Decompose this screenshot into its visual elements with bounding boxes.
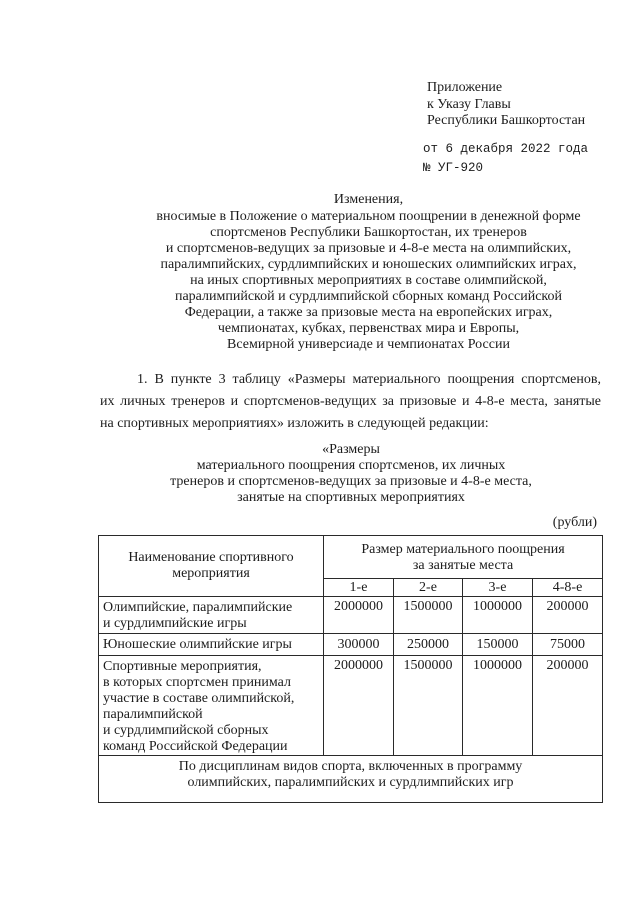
- title-line: паралимпийских, сурдлимпийских и юношеских олимпийских играх,: [160, 257, 577, 272]
- title-line: чемпионатах, кубках, первенствах мира и Европы,: [217, 321, 520, 336]
- table-title-line: материального поощрения спортсменов, их личных: [196, 458, 506, 473]
- award-value-cell: 75000: [533, 634, 603, 656]
- title-line: Федерации, а также за призовые места на европейских играх,: [184, 305, 553, 320]
- event-name-cell: [99, 634, 324, 656]
- cell-text: Олимпийские, паралимпийские: [103, 600, 293, 615]
- table-title-line: тренеров и спортсменов-ведущих за призовые и 4-8-е места,: [170, 474, 532, 489]
- table-row: [99, 656, 603, 756]
- award-size-header: [324, 536, 603, 579]
- title-line: и спортсменов-ведущих за призовые и 4-8-е места на олимпийских,: [165, 241, 572, 256]
- table-title-line: «Размеры: [322, 442, 380, 457]
- appendix-number: № УГ-920: [423, 161, 484, 175]
- cell-text: Спортивные мероприятия,: [103, 659, 262, 674]
- section-row: [99, 756, 603, 803]
- appendix-decree-ref: к Указу Главы: [427, 97, 511, 112]
- table-row: [99, 597, 603, 634]
- place-header: 1-е: [324, 579, 394, 597]
- appendix-republic: Республики Башкортостан: [427, 113, 586, 128]
- cell-text: в которых спортсмен принимал: [103, 675, 292, 690]
- cell-text: и сурдлимпийские игры: [103, 616, 247, 631]
- award-value-cell: 200000: [533, 656, 603, 756]
- title-line: вносимые в Положение о материальном поощрении в денежной форме: [156, 209, 581, 224]
- title-line: паралимпийской и сурдлимпийской сборных команд Российской: [174, 289, 563, 304]
- appendix-date: от 6 декабря 2022 года: [423, 142, 589, 156]
- award-value-cell: 200000: [533, 597, 603, 634]
- paragraph-line: на спортивных мероприятиях» изложить в следующей редакции:: [100, 416, 489, 431]
- award-value-cell: 2000000: [324, 656, 394, 756]
- cell-text: команд Российской Федерации: [103, 739, 288, 754]
- paragraph-line: 1. В пункте 3 таблицу «Размеры материального поощрения спортсменов,: [137, 372, 601, 387]
- award-value-cell: 1000000: [463, 656, 533, 756]
- award-value-cell: 1000000: [463, 597, 533, 634]
- units-label: (рубли): [552, 515, 597, 530]
- place-header: 4-8-е: [533, 579, 603, 597]
- award-value-cell: 2000000: [324, 597, 394, 634]
- cell-text: и сурдлимпийской сборных: [103, 723, 269, 738]
- cell-text: участие в составе олимпийской,: [103, 691, 295, 706]
- award-value-cell: 250000: [394, 634, 463, 656]
- header-text: Размер материального поощрения: [361, 542, 565, 557]
- cell-text: Юношеские олимпийские игры: [103, 636, 292, 652]
- award-value-cell: 150000: [463, 634, 533, 656]
- event-name-cell: [99, 656, 324, 756]
- section-text: олимпийских, паралимпийских и сурдлимпийских игр: [187, 775, 514, 790]
- cell-text: паралимпийской: [103, 707, 203, 722]
- table-title-line: занятые на спортивных мероприятиях: [237, 490, 465, 505]
- header-text: Наименование спортивного: [128, 550, 294, 565]
- title-line: Всемирной универсиаде и чемпионатах России: [227, 337, 510, 352]
- title-line: спортсменов Республики Башкортостан, их тренеров: [210, 225, 527, 240]
- table-row: [99, 634, 603, 656]
- section-heading-cell: [99, 756, 603, 803]
- event-name-header: [99, 536, 324, 597]
- appendix-label: Приложение: [427, 80, 503, 95]
- header-text: мероприятия: [172, 566, 250, 581]
- event-name-cell: [99, 597, 324, 634]
- section-text: По дисциплинам видов спорта, включенных в программу: [178, 759, 523, 774]
- title-line: на иных спортивных мероприятиях в составе олимпийской,: [190, 273, 547, 288]
- title-line: Изменения,: [333, 192, 404, 207]
- awards-table: [98, 535, 603, 803]
- award-value-cell: 300000: [324, 634, 394, 656]
- paragraph-line: их личных тренеров и спортсменов-ведущих за призовые и 4-8-е места, занятые: [100, 394, 601, 409]
- place-header: 3-е: [463, 579, 533, 597]
- award-value-cell: 1500000: [394, 656, 463, 756]
- header-text: за занятые места: [412, 558, 514, 573]
- award-value-cell: 1500000: [394, 597, 463, 634]
- place-header: 2-е: [394, 579, 463, 597]
